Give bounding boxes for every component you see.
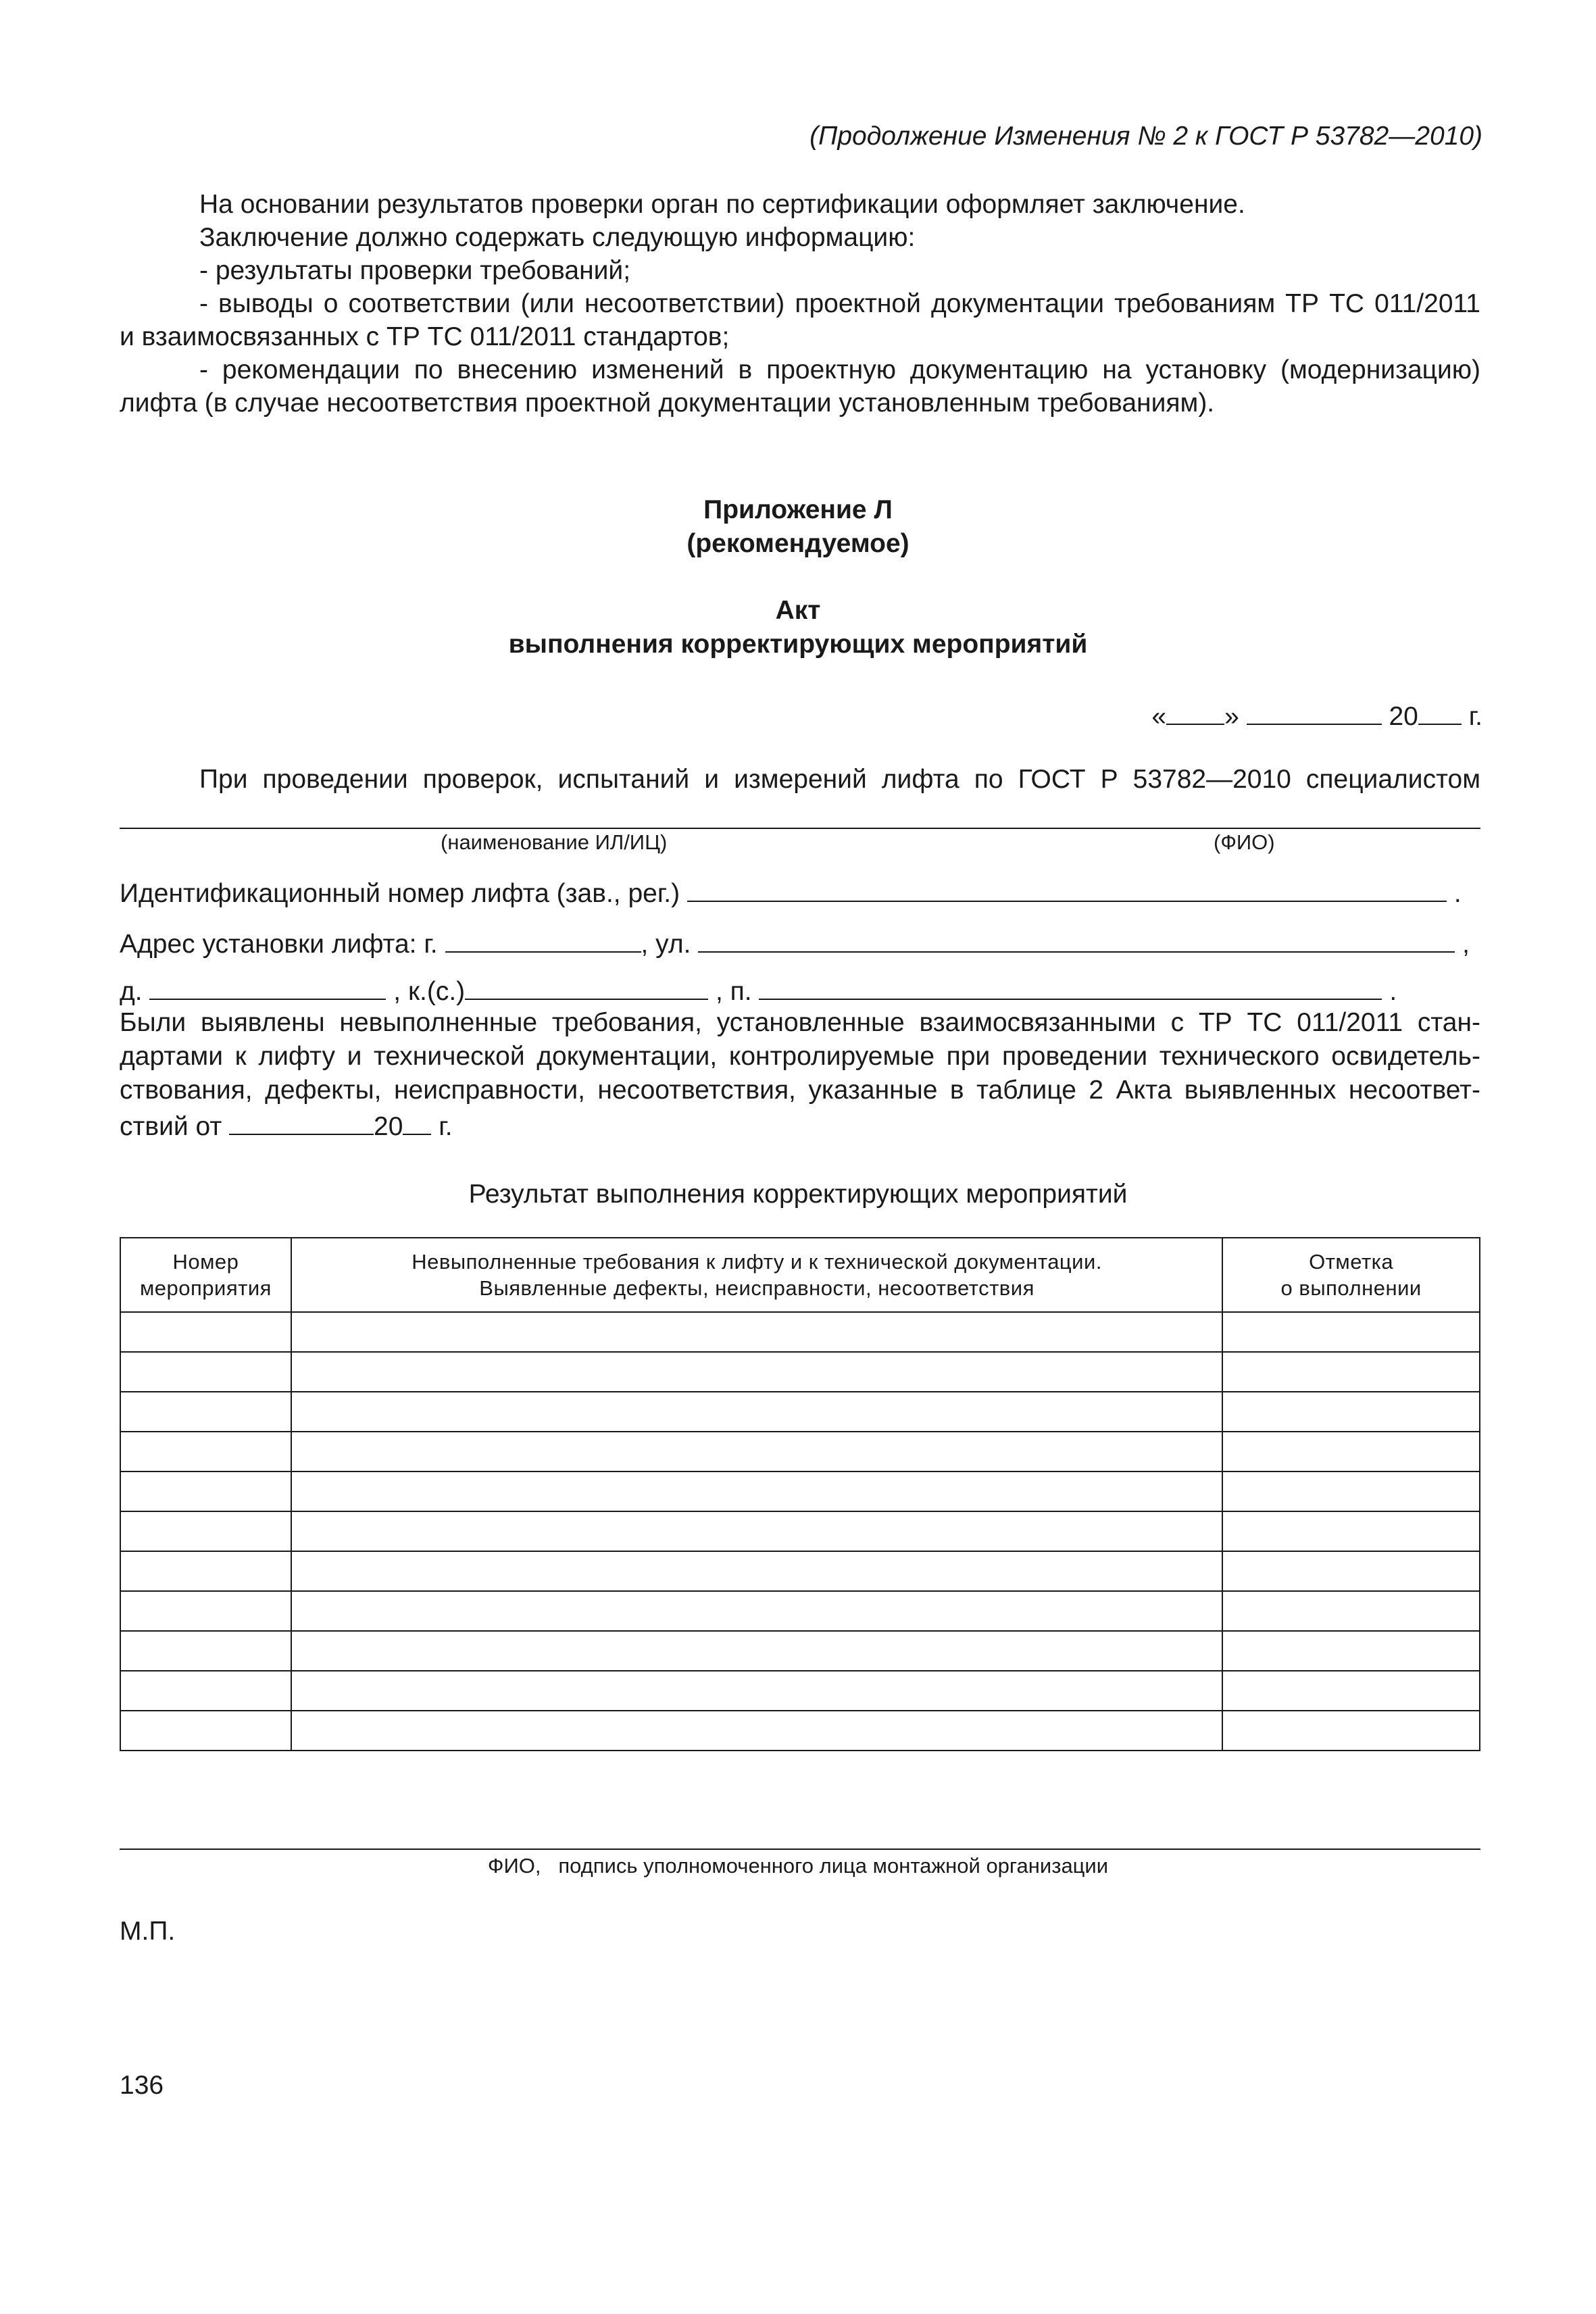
table-row xyxy=(120,1511,1480,1551)
act-title: Акт xyxy=(775,596,821,625)
lift-id-blank[interactable] xyxy=(687,875,1447,902)
address-street-blank[interactable] xyxy=(698,926,1455,953)
signature-caption: ФИО, подпись уполномоченного лица монтажной организации xyxy=(487,1854,1109,1878)
cell-mark[interactable] xyxy=(1222,1392,1480,1432)
house-blank[interactable] xyxy=(149,973,386,1000)
act-subtitle: выполнения корректирующих мероприятий xyxy=(508,630,1088,659)
cell-number[interactable] xyxy=(120,1671,291,1711)
house-row xyxy=(120,973,1397,1008)
column-header-requirements xyxy=(291,1238,1222,1312)
cell-number[interactable] xyxy=(120,1711,291,1751)
column-header-requirements-line1: Невыполненные требования к лифту и к технической документации. xyxy=(412,1250,1102,1274)
date-year-suffix: г. xyxy=(1468,702,1482,731)
table-row xyxy=(120,1711,1480,1751)
cell-requirement[interactable] xyxy=(291,1591,1222,1631)
entrance-label: , п. xyxy=(716,977,752,1006)
appendix-status: (рекомендуемое) xyxy=(687,529,909,558)
findings-year-suffix: г. xyxy=(439,1112,453,1141)
column-header-number xyxy=(120,1238,291,1312)
cell-mark[interactable] xyxy=(1222,1711,1480,1751)
date-year-blank[interactable] xyxy=(1418,698,1462,725)
result-heading: Результат выполнения корректирующих мероприятий xyxy=(468,1180,1128,1209)
cell-requirement[interactable] xyxy=(291,1671,1222,1711)
cell-mark[interactable] xyxy=(1222,1312,1480,1352)
table-row xyxy=(120,1312,1480,1352)
address-street-label: , ул. xyxy=(641,930,691,959)
column-header-number-line1: Номер xyxy=(172,1250,239,1274)
address-label: Адрес установки лифта: г. xyxy=(120,930,438,959)
signature-line[interactable] xyxy=(120,1848,1480,1850)
date-day-blank[interactable] xyxy=(1166,698,1224,725)
findings-line-3: ствования, дефекты, неисправности, несоответствия, указанные в таблице 2 Акта выявленных несоответ- xyxy=(120,1076,1480,1105)
findings-line-1: Были выявлены невыполненные требования, установленные взаимосвязанными с ТР ТС 011/2011 стан- xyxy=(120,1008,1480,1037)
column-header-requirements-line2: Выявленные дефекты, неисправности, несоответствия xyxy=(479,1276,1034,1300)
cell-requirement[interactable] xyxy=(291,1392,1222,1432)
column-header-mark-line1: Отметка xyxy=(1309,1250,1394,1274)
cell-number[interactable] xyxy=(120,1551,291,1591)
table-header-row xyxy=(120,1238,1480,1312)
cell-mark[interactable] xyxy=(1222,1591,1480,1631)
cell-mark[interactable] xyxy=(1222,1671,1480,1711)
cell-requirement[interactable] xyxy=(291,1432,1222,1472)
table-row xyxy=(120,1551,1480,1591)
address-end: , xyxy=(1462,930,1470,959)
cell-number[interactable] xyxy=(120,1591,291,1631)
table-row xyxy=(120,1631,1480,1671)
findings-date-prefix: ствий от xyxy=(120,1112,222,1141)
appendix-title: Приложение Л xyxy=(703,495,893,524)
table-row xyxy=(120,1591,1480,1631)
findings-date-blank[interactable] xyxy=(229,1108,374,1135)
intro-item-3a: - рекомендации по внесению изменений в проектную документацию на установку (модернизацию) xyxy=(199,355,1480,384)
cell-requirement[interactable] xyxy=(291,1352,1222,1392)
intro-line-2: Заключение должно содержать следующую информацию: xyxy=(199,223,916,252)
lift-id-end: . xyxy=(1453,879,1462,908)
cell-number[interactable] xyxy=(120,1472,291,1511)
intro-item-3b: лифта (в случае несоответствия проектной документации установленным требованиям). xyxy=(120,388,1215,418)
intro-item-2b: и взаимосвязанных с ТР ТС 011/2011 стандартов; xyxy=(120,322,730,351)
cell-requirement[interactable] xyxy=(291,1631,1222,1671)
date-close-quote: » xyxy=(1224,702,1239,731)
table-row xyxy=(120,1432,1480,1472)
date-year-prefix: 20 xyxy=(1389,702,1418,731)
cell-requirement[interactable] xyxy=(291,1312,1222,1352)
stamp-label: М.П. xyxy=(120,1917,176,1946)
entrance-blank[interactable] xyxy=(759,973,1382,1000)
house-end: . xyxy=(1389,977,1397,1006)
address-row xyxy=(120,926,1470,961)
building-label: , к.(с.) xyxy=(393,977,466,1006)
address-city-blank[interactable] xyxy=(445,926,641,953)
building-blank[interactable] xyxy=(465,973,708,1000)
cell-mark[interactable] xyxy=(1222,1631,1480,1671)
cell-number[interactable] xyxy=(120,1631,291,1671)
findings-year-prefix: 20 xyxy=(374,1112,403,1141)
table-row xyxy=(120,1671,1480,1711)
cell-mark[interactable] xyxy=(1222,1352,1480,1392)
column-header-number-line2: мероприятия xyxy=(139,1276,272,1300)
intro-item-1: - результаты проверки требований; xyxy=(199,256,631,285)
cell-mark[interactable] xyxy=(1222,1551,1480,1591)
findings-year-blank[interactable] xyxy=(403,1108,431,1135)
column-header-mark xyxy=(1222,1238,1480,1312)
table-row xyxy=(120,1472,1480,1511)
intro-line-1: На основании результатов проверки орган по сертификации оформляет заключение. xyxy=(199,190,1245,219)
page-number: 136 xyxy=(120,2071,164,2100)
cell-mark[interactable] xyxy=(1222,1511,1480,1551)
specialist-field-line[interactable] xyxy=(120,828,1480,829)
inspection-intro: При проведении проверок, испытаний и измерений лифта по ГОСТ Р 53782—2010 специалистом xyxy=(199,765,1480,794)
continuation-header: (Продолжение Изменения № 2 к ГОСТ Р 53782—2010) xyxy=(809,122,1482,151)
date-open-quote: « xyxy=(1151,702,1167,731)
house-label: д. xyxy=(120,977,143,1006)
lift-id-row xyxy=(120,875,1462,910)
column-header-mark-line2: о выполнении xyxy=(1280,1276,1422,1300)
table-row xyxy=(120,1392,1480,1432)
intro-item-2a: - выводы о соответствии (или несоответствии) проектной документации требованиям ТР ТС 011/2011 xyxy=(199,289,1480,318)
act-date-line xyxy=(1151,698,1482,733)
caption-fio: (ФИО) xyxy=(1214,830,1275,854)
lift-id-label: Идентификационный номер лифта (зав., рег.) xyxy=(120,879,680,908)
cell-number[interactable] xyxy=(120,1511,291,1551)
cell-number[interactable] xyxy=(120,1312,291,1352)
corrective-actions-table xyxy=(120,1237,1480,1751)
cell-requirement[interactable] xyxy=(291,1472,1222,1511)
table-body xyxy=(120,1312,1480,1751)
findings-line-4 xyxy=(120,1108,453,1143)
cell-number[interactable] xyxy=(120,1432,291,1472)
cell-mark[interactable] xyxy=(1222,1432,1480,1472)
cell-requirement[interactable] xyxy=(291,1711,1222,1751)
cell-mark[interactable] xyxy=(1222,1472,1480,1511)
cell-requirement[interactable] xyxy=(291,1511,1222,1551)
cell-requirement[interactable] xyxy=(291,1551,1222,1591)
cell-number[interactable] xyxy=(120,1352,291,1392)
date-month-blank[interactable] xyxy=(1247,698,1382,725)
table-row xyxy=(120,1352,1480,1392)
cell-number[interactable] xyxy=(120,1392,291,1432)
findings-line-2: дартами к лифту и технической документации, контролируемые при проведении технического освидетель- xyxy=(120,1042,1480,1071)
caption-org: (наименование ИЛ/ИЦ) xyxy=(441,830,668,854)
